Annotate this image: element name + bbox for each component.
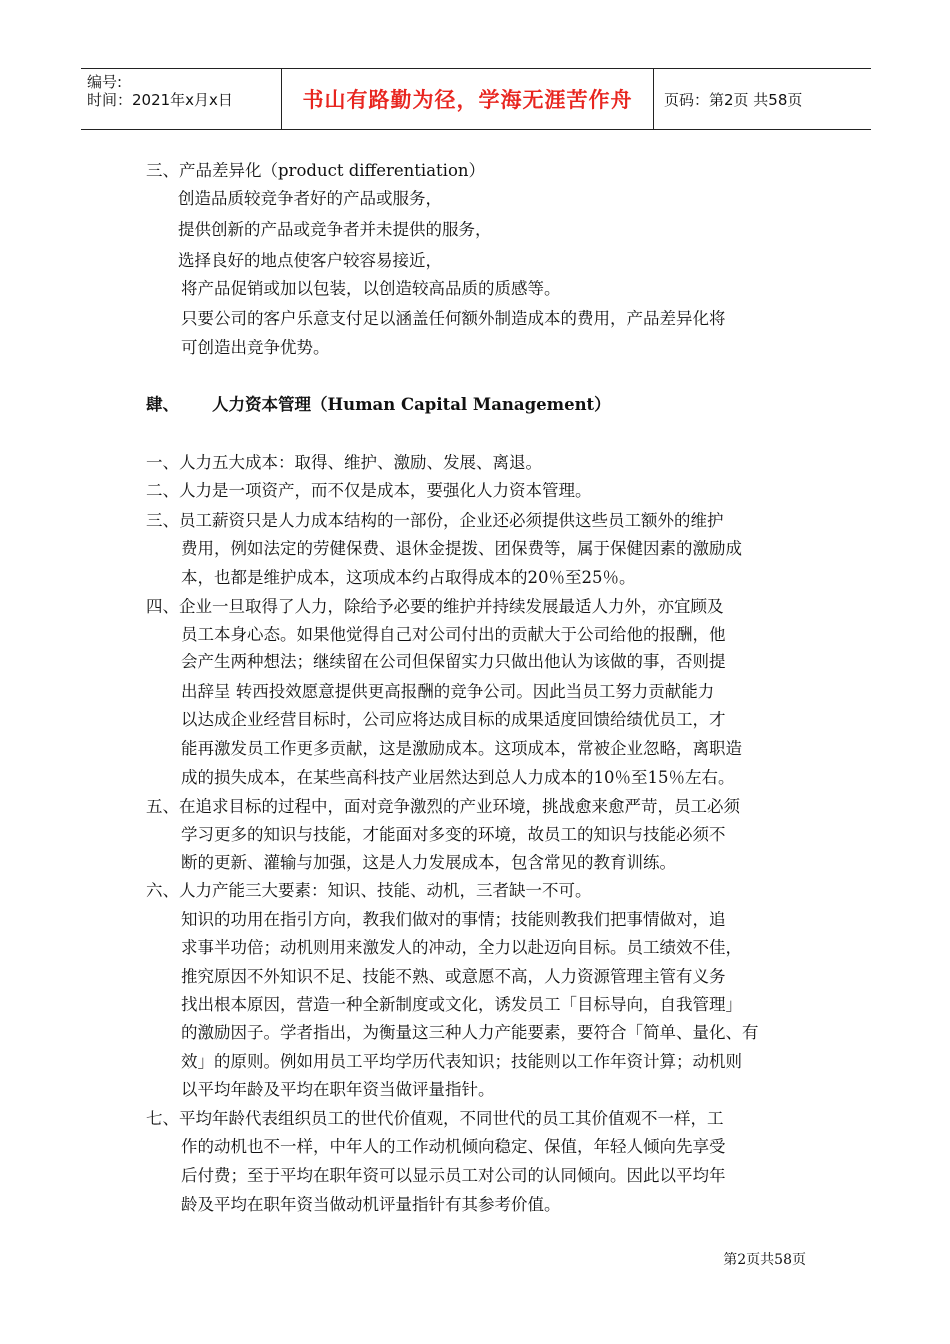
body-line: 五、在追求目标的过程中，面对竞争激烈的产业环境，挑战愈来愈严苛，员工必须 xyxy=(146,797,740,816)
body-line: 成的损失成本，在某些高科技产业居然达到总人力成本的10％至15％左右。 xyxy=(181,768,735,787)
body-line: 找出根本原因，营造一种全新制度或文化，诱发员工「目标导向，自我管理」 xyxy=(181,995,742,1014)
body-line: 断的更新、灌输与加强，这是人力发展成本，包含常见的教育训练。 xyxy=(181,853,676,872)
body-line: 学习更多的知识与技能，才能面对多变的环境，故员工的知识与技能必须不 xyxy=(181,825,726,844)
page-footer: 第2页共58页 xyxy=(723,1252,806,1268)
page-header xyxy=(81,68,871,130)
body-line: 四、企业一旦取得了人力，除给予必要的维护并持续发展最适人力外，亦宜顾及 xyxy=(146,597,724,616)
body-line: 以平均年龄及平均在职年资当做评量指针。 xyxy=(181,1080,495,1099)
body-line: 可创造出竞争优势。 xyxy=(181,338,330,357)
body-line: 本，也都是维护成本，这项成本约占取得成本的20％至25％。 xyxy=(181,568,636,587)
body-line: 后付费；至于平均在职年资可以显示员工对公司的认同倾向。因此以平均年 xyxy=(181,1166,726,1185)
body-line: 推究原因不外知识不足、技能不熟、或意愿不高，人力资源管理主管有义务 xyxy=(181,967,726,986)
chapter-number: 肆、 xyxy=(146,395,179,414)
time-label: 时间：2021年x月x日 xyxy=(87,91,233,109)
body-line: 效」的原则。例如用员工平均学历代表知识；技能则以工作年资计算；动机则 xyxy=(181,1052,742,1071)
body-line: 龄及平均在职年资当做动机评量指针有其参考价值。 xyxy=(181,1195,561,1214)
body-line: 三、员工薪资只是人力成本结构的一部份，企业还必须提供这些员工额外的维护 xyxy=(146,511,724,530)
body-line: 出辞呈 转西投效愿意提供更高报酬的竞争公司。因此当员工努力贡献能力 xyxy=(181,682,715,701)
body-line: 提供创新的产品或竞争者并未提供的服务， xyxy=(178,220,492,239)
body-line: 知识的功用在指引方向，教我们做对的事情；技能则教我们把事情做对，追 xyxy=(181,910,726,929)
body-line: 一、人力五大成本：取得、维护、激励、发展、离退。 xyxy=(146,453,542,472)
body-line: 费用，例如法定的劳健保费、退休金提拨、团保费等，属于保健因素的激励成 xyxy=(181,539,742,558)
chapter-title: 人力资本管理（Human Capital Management） xyxy=(212,395,611,414)
body-line: 选择良好的地点使客户较容易接近， xyxy=(178,251,442,270)
header-page-number: 页码：第2页 共58页 xyxy=(664,90,803,109)
section-heading: 三、产品差异化（product differentiation） xyxy=(146,161,486,180)
body-line: 能再激发员工作更多贡献，这是激励成本。这项成本，常被企业忽略，离职造 xyxy=(181,739,742,758)
body-line: 会产生两种想法；继续留在公司但保留实力只做出他认为该做的事，否则提 xyxy=(181,652,726,671)
body-line: 二、人力是一项资产，而不仅是成本，要强化人力资本管理。 xyxy=(146,481,592,500)
body-line: 将产品促销或加以包装，以创造较高品质的质感等。 xyxy=(181,279,561,298)
body-line: 六、人力产能三大要素：知识、技能、动机，三者缺一不可。 xyxy=(146,881,592,900)
body-line: 员工本身心态。如果他觉得自己对公司付出的贡献大于公司给他的报酬，他 xyxy=(181,625,726,644)
doc-number-label: 编号: xyxy=(87,73,123,91)
body-line: 求事半功倍；动机则用来激发人的冲动，全力以赴迈向目标。员工绩效不佳， xyxy=(181,938,742,957)
body-line: 七、平均年龄代表组织员工的世代价值观，不同世代的员工其价值观不一样，工 xyxy=(146,1109,724,1128)
header-motto: 书山有路勤为径，学海无涯苦作舟 xyxy=(282,69,654,129)
body-line: 以达成企业经营目标时，公司应将达成目标的成果适度回馈给绩优员工，才 xyxy=(181,710,726,729)
body-line: 作的动机也不一样，中年人的工作动机倾向稳定、保值，年轻人倾向先享受 xyxy=(181,1137,726,1156)
body-line: 只要公司的客户乐意支付足以涵盖任何额外制造成本的费用，产品差异化将 xyxy=(181,309,726,328)
body-line: 的激励因子。学者指出，为衡量这三种人力产能要素，要符合「简单、量化、有 xyxy=(181,1023,759,1042)
header-meta xyxy=(81,69,282,129)
body-line: 创造品质较竞争者好的产品或服务， xyxy=(178,189,442,208)
